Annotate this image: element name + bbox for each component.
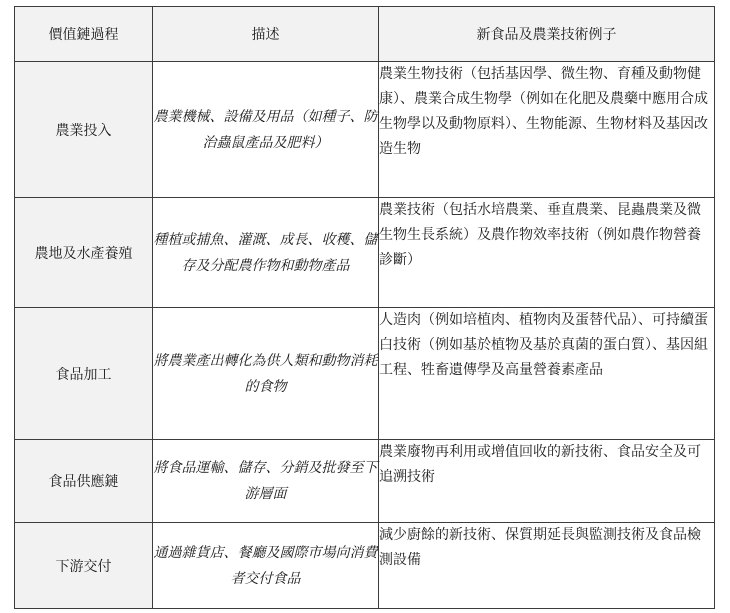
header-stage: 價值鏈過程 bbox=[15, 7, 153, 62]
description-cell: 通過雜貨店、餐廳及國際市場向消費者交付食品 bbox=[153, 523, 379, 609]
table-row bbox=[15, 523, 715, 609]
header-examples: 新食品及農業技術例子 bbox=[379, 7, 715, 62]
examples-cell: 減少廚餘的新技術、保質期延長與監測技術及食品檢測設備 bbox=[379, 523, 715, 609]
table-row bbox=[15, 62, 715, 198]
description-cell: 農業機械、設備及用品（如種子、防治蟲鼠產品及肥料） bbox=[153, 62, 379, 198]
description-cell: 種植或捕魚、灌溉、成長、收穫、儲存及分配農作物和動物產品 bbox=[153, 198, 379, 308]
stage-cell: 農地及水產養殖 bbox=[15, 198, 153, 308]
examples-cell: 農業技術（包括水培農業、垂直農業、昆蟲農業及微生物生長系統）及農作物效率技術（例如農作物營養診斷） bbox=[379, 198, 715, 308]
table-row bbox=[15, 198, 715, 308]
value-chain-table bbox=[14, 6, 715, 609]
examples-cell: 人造肉（例如培植肉、植物肉及蛋替代品）、可持續蛋白技術（例如基於植物及基於真菌的蛋白質）、基因組工程、牲畜遺傳學及高量營養素產品 bbox=[379, 308, 715, 440]
header-description: 描述 bbox=[153, 7, 379, 62]
stage-cell: 食品供應鏈 bbox=[15, 440, 153, 523]
table-row bbox=[15, 440, 715, 523]
description-cell: 將食品運輸、儲存、分銷及批發至下游層面 bbox=[153, 440, 379, 523]
examples-cell: 農業廢物再利用或增值回收的新技術、食品安全及可追溯技術 bbox=[379, 440, 715, 523]
description-cell: 將農業產出轉化為供人類和動物消耗的食物 bbox=[153, 308, 379, 440]
stage-cell: 農業投入 bbox=[15, 62, 153, 198]
stage-cell: 食品加工 bbox=[15, 308, 153, 440]
stage-cell: 下游交付 bbox=[15, 523, 153, 609]
examples-cell: 農業生物技術（包括基因學、微生物、育種及動物健康）、農業合成生物學（例如在化肥及農藥中應用合成生物學以及動物原料）、生物能源、生物材料及基因改造生物 bbox=[379, 62, 715, 198]
header-row bbox=[15, 7, 715, 62]
table-row bbox=[15, 308, 715, 440]
